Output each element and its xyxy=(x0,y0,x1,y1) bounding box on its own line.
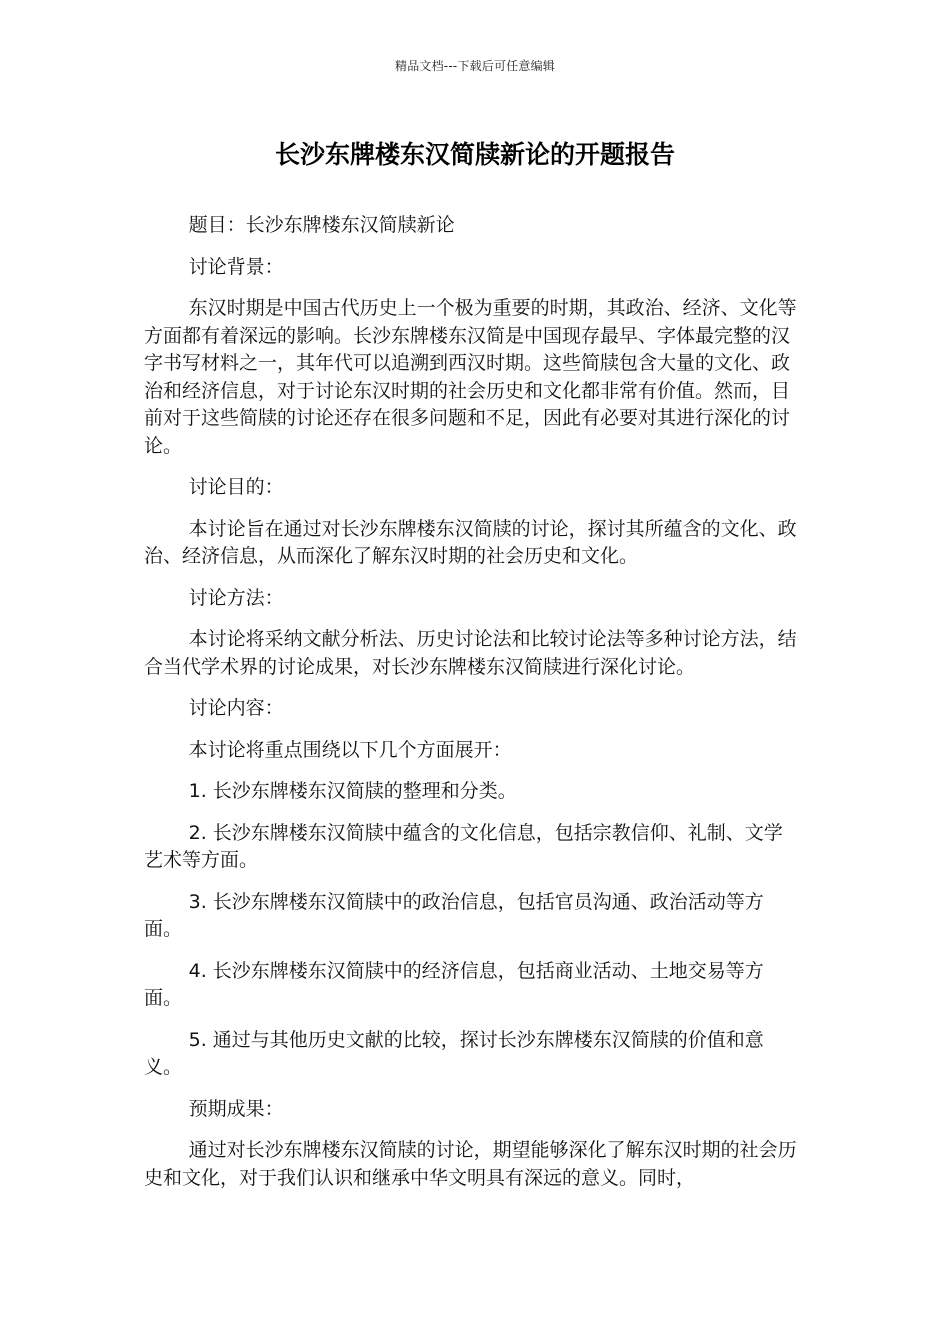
heading-background: 讨论背景： xyxy=(188,255,284,278)
paragraph-purpose: 本讨论旨在通过对长沙东牌楼东汉简牍的讨论，探讨其所蕴含的文化、政治、经济信息，从而深化了解东汉时期的社会历史和文化。 xyxy=(144,517,797,567)
page-header: 精品文档---下载后可任意编辑 xyxy=(395,59,555,73)
paragraph-content-intro: 本讨论将重点围绕以下几个方面展开： xyxy=(188,738,512,761)
list-item-5: 5. 通过与其他历史文献的比较，探讨长沙东牌楼东汉简牍的价值和意义。 xyxy=(144,1028,764,1078)
list-item-2: 2. 长沙东牌楼东汉简牍中蕴含的文化信息，包括宗教信仰、礼制、文学艺术等方面。 xyxy=(144,821,783,871)
paragraph-method: 本讨论将采纳文献分析法、历史讨论法和比较讨论法等多种讨论方法，结合当代学术界的讨论成果，对长沙东牌楼东汉简牍进行深化讨论。 xyxy=(144,628,797,678)
document-title: 长沙东牌楼东汉简牍新论的开题报告 xyxy=(274,140,675,169)
document-body xyxy=(144,212,800,1206)
heading-method: 讨论方法： xyxy=(188,586,284,609)
list-item-3: 3. 长沙东牌楼东汉简牍中的政治信息，包括官员沟通、政治活动等方面。 xyxy=(144,890,764,940)
list-item-4: 4. 长沙东牌楼东汉简牍中的经济信息，包括商业活动、土地交易等方面。 xyxy=(144,959,764,1009)
paragraph-expected-results: 通过对长沙东牌楼东汉简牍的讨论，期望能够深化了解东汉时期的社会历史和文化，对于我们认识和继承中华文明具有深远的意义。同时， xyxy=(144,1139,797,1189)
list-item-1: 1. 长沙东牌楼东汉简牍的整理和分类。 xyxy=(188,780,517,802)
heading-expected-results: 预期成果： xyxy=(188,1097,284,1120)
heading-purpose: 讨论目的： xyxy=(188,476,284,498)
paragraph-background: 东汉时期是中国古代历史上一个极为重要的时期，其政治、经济、文化等方面都有着深远的影响。长沙东牌楼东汉简是中国现存最早、字体最完整的汉字书写材料之一，其年代可以追溯到西汉时期。这些简牍包含大量的文化、政治和经济信息，对于讨论东汉时期的社会历史和文化都非常有价值。然而，目前对于这些简牍的讨论还存在很多问题和不足，因此有必要对其进行深化的讨论。 xyxy=(144,297,797,457)
paragraph-topic: 题目：长沙东牌楼东汉简牍新论 xyxy=(188,214,455,236)
heading-content: 讨论内容： xyxy=(188,697,284,719)
